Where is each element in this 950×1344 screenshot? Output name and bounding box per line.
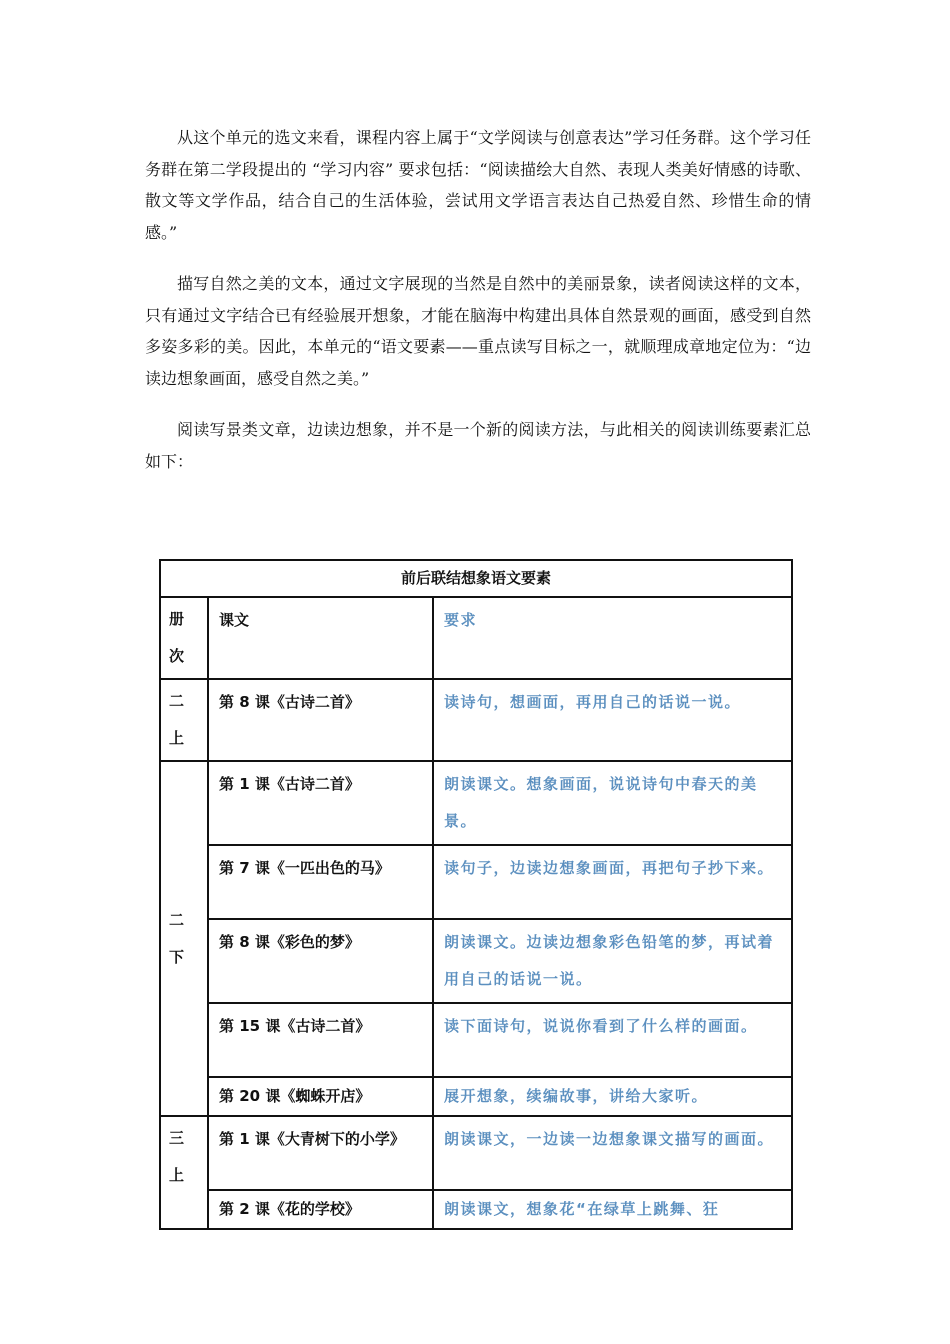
table-header-row [160,597,792,679]
paragraph-intro: 从这个单元的选文来看，课程内容上属于“文学阅读与创意表达”学习任务群。这个学习任务群在第二学段提出的 “学习内容” 要求包括：“阅读描绘大自然、表现人类美好情感的诗歌、散文等文学作品，结合自己的生活体验，尝试用文学语言表达自己热爱自然、珍惜生命的情感。” [145,128,811,242]
requirement-cell: 朗读课文，想象花“在绿草上跳舞、狂 [433,1190,792,1229]
table-row [160,1077,792,1116]
requirement-cell: 朗读课文，一边读一边想象课文描写的画面。 [433,1116,792,1190]
table-row [160,919,792,1003]
requirement-cell: 朗读课文。想象画面，说说诗句中春天的美景。 [433,761,792,845]
header-lesson: 课文 [208,597,433,679]
lesson-cell: 第 7 课《一匹出色的马》 [208,845,433,919]
table-row [160,679,792,761]
table-row [160,1190,792,1229]
lesson-cell: 第 15 课《古诗二首》 [208,1003,433,1077]
requirement-cell: 朗读课文。边读边想象彩色铅笔的梦，再试着用自己的话说一说。 [433,919,792,1003]
table-row [160,761,792,845]
volume-cell: 三 上 [160,1116,208,1229]
requirement-cell: 读下面诗句，说说你看到了什么样的画面。 [433,1003,792,1077]
requirement-cell: 读句子，边读边想象画面，再把句子抄下来。 [433,845,792,919]
lesson-cell: 第 2 课《花的学校》 [208,1190,433,1229]
lesson-cell: 第 1 课《古诗二首》 [208,761,433,845]
lesson-cell: 第 8 课《古诗二首》 [208,679,433,761]
lesson-cell: 第 8 课《彩色的梦》 [208,919,433,1003]
requirements-table [159,559,793,1230]
volume-cell: 二 上 [160,679,208,761]
header-requirement: 要求 [433,597,792,679]
requirement-cell: 读诗句，想画面，再用自己的话说一说。 [433,679,792,761]
paragraph-summary: 阅读写景类文章，边读边想象，并不是一个新的阅读方法，与此相关的阅读训练要素汇总如下： [145,420,811,471]
lesson-cell: 第 20 课《蜘蛛开店》 [208,1077,433,1116]
table-row [160,1003,792,1077]
table-title-row [160,560,792,597]
requirement-cell: 展开想象，续编故事，讲给大家听。 [433,1077,792,1116]
lesson-cell: 第 1 课《大青树下的小学》 [208,1116,433,1190]
table-title: 前后联结想象语文要素 [160,560,792,597]
volume-cell: 二 下 [160,761,208,1116]
header-volume: 册 次 [160,597,208,679]
table-row [160,1116,792,1190]
paragraph-nature: 描写自然之美的文本，通过文字展现的当然是自然中的美丽景象，读者阅读这样的文本，只有通过文字结合已有经验展开想象，才能在脑海中构建出具体自然景观的画面，感受到自然多姿多彩的美。因此，本单元的“语文要素——重点读写目标之一，就顺理成章地定位为：“边读边想象画面，感受自然之美。” [145,274,811,388]
table-row [160,845,792,919]
